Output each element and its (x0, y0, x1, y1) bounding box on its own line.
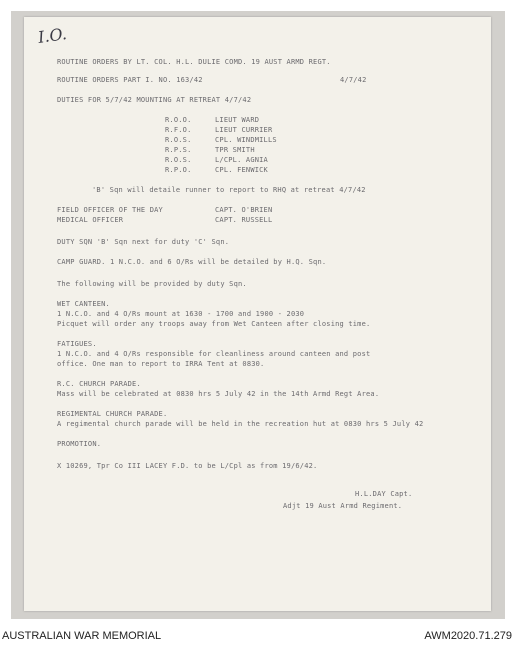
rc-church-heading: R.C. CHURCH PARADE. (57, 380, 141, 388)
signature-title: Adjt 19 Aust Armd Regiment. (283, 502, 403, 510)
rc-church-line: Mass will be celebrated at 0830 hrs 5 July 42 in the 14th Armd Regt Area. (57, 390, 380, 398)
fatigues-line: 1 N.C.O. and 4 O/Rs responsible for cleanliness around canteen and post (57, 350, 371, 358)
promotion-line: X 10269, Tpr Co III LACEY F.D. to be L/Cpl as from 19/6/42. (57, 462, 318, 470)
footer-institution: AUSTRALIAN WAR MEMORIAL (2, 630, 162, 642)
signature-name: H.L.DAY Capt. (355, 490, 413, 498)
promotion-heading: PROMOTION. (57, 440, 102, 448)
regimental-parade-heading: REGIMENTAL CHURCH PARADE. (57, 410, 168, 418)
wet-canteen-line: Picquet will order any troops away from Wet Canteen after closing time. (57, 320, 371, 328)
roster-name: CPL. WINDMILLS (215, 136, 277, 144)
roster-name: CPL. FENWICK (215, 166, 268, 174)
order-title: ROUTINE ORDERS BY LT. COL. H.L. DULIE COMD. 19 AUST ARMD REGT. (57, 58, 331, 66)
handwritten-note: I.O. (36, 24, 68, 47)
roster-role: R.F.O. (165, 126, 192, 134)
wet-canteen-heading: WET CANTEEN. (57, 300, 110, 308)
fatigues-heading: FATIGUES. (57, 340, 97, 348)
roster-role: R.P.O. (165, 166, 192, 174)
order-date: 4/7/42 (340, 76, 367, 84)
wet-canteen-line: 1 N.C.O. and 4 O/Rs mount at 1630 - 1700 and 1900 - 2030 (57, 310, 305, 318)
roster-name: TPR SMITH (215, 146, 255, 154)
medical-officer-name: CAPT. RUSSELL (215, 216, 273, 224)
duties-line: DUTIES FOR 5/7/42 MOUNTING AT RETREAT 4/7/42 (57, 96, 252, 104)
duty-squadron: DUTY SQN 'B' Sqn next for duty 'C' Sqn. (57, 238, 230, 246)
regimental-parade-line: A regimental church parade will be held in the recreation hut at 0830 hrs 5 July 42 (57, 420, 424, 428)
roster-name: L/CPL. AGNIA (215, 156, 268, 164)
duty-sqn-provision: The following will be provided by duty Sqn. (57, 280, 247, 288)
roster-role: R.P.S. (165, 146, 192, 154)
roster-role: R.O.O. (165, 116, 192, 124)
medical-officer-label: MEDICAL OFFICER (57, 216, 124, 224)
field-officer-name: CAPT. O'BRIEN (215, 206, 273, 214)
footer-accession: AWM2020.71.279 (424, 630, 512, 642)
roster-name: LIEUT WARD (215, 116, 260, 124)
roster-name: LIEUT CURRIER (215, 126, 273, 134)
roster-role: R.O.S. (165, 156, 192, 164)
routine-order-number: ROUTINE ORDERS PART I. NO. 163/42 (57, 76, 203, 84)
camp-guard: CAMP GUARD. 1 N.C.O. and 6 O/Rs will be detailed by H.Q. Sqn. (57, 258, 327, 266)
roster-role: R.O.S. (165, 136, 192, 144)
field-officer-label: FIELD OFFICER OF THE DAY (57, 206, 163, 214)
runner-note: 'B' Sqn will detaile runner to report to RHQ at retreat 4/7/42 (92, 186, 366, 194)
fatigues-line: office. One man to report to IRRA Tent at 0830. (57, 360, 265, 368)
